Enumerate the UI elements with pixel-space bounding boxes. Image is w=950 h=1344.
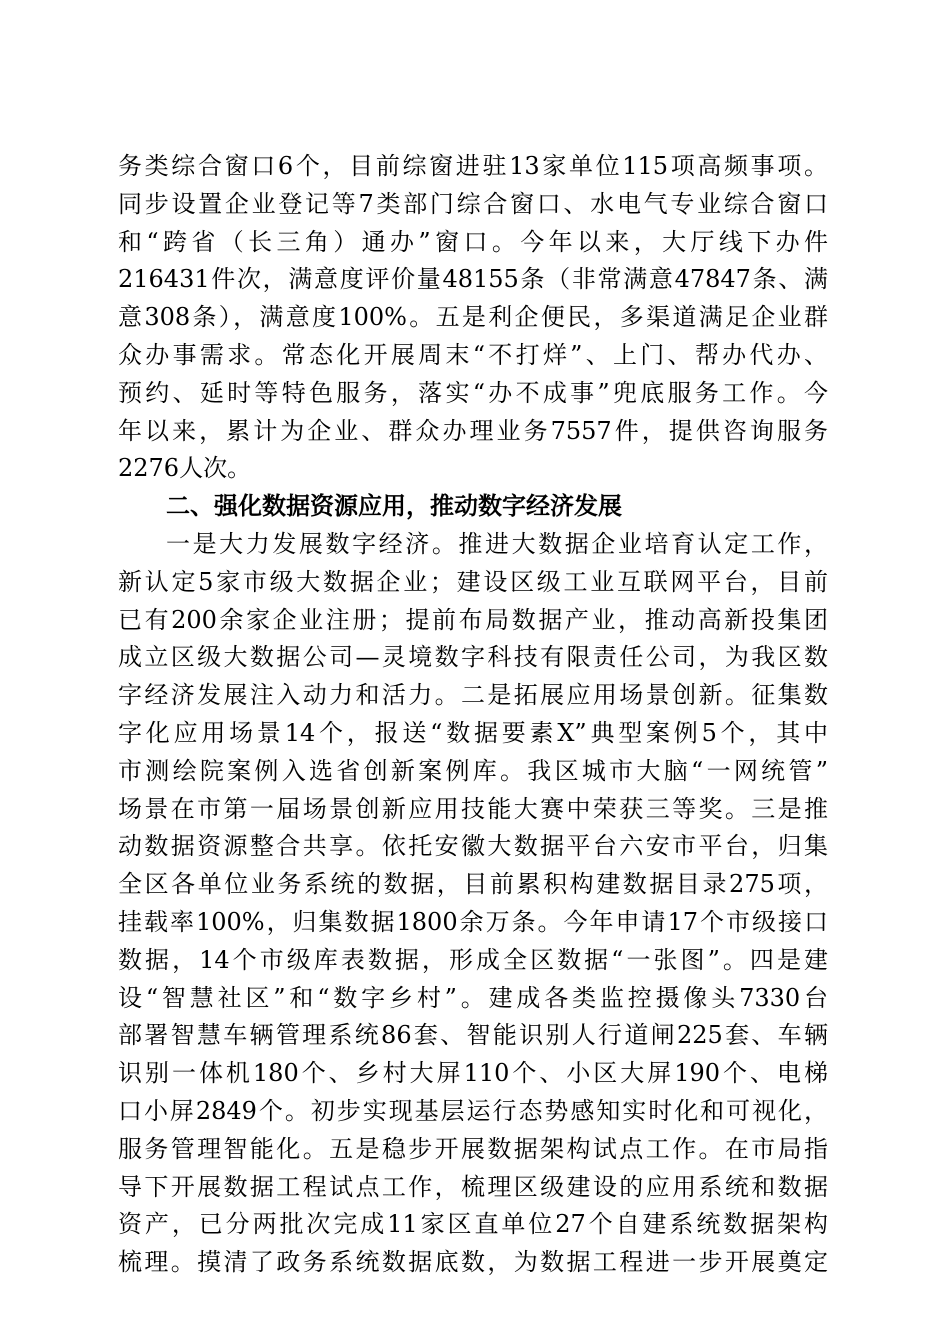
text-line: 字经济发展注入动力和活力。二是拓展应用场景创新。征集数 [118, 681, 828, 710]
text-line: 务类综合窗口6个，目前综窗进驻13家单位115项高频事项。 [118, 152, 828, 180]
text-line: 动数据资源整合共享。依托安徽大数据平台六安市平台，归集 [118, 832, 828, 861]
text-line: 市测绘院案例入选省创新案例库。我区城市大脑“一网统管” [118, 756, 828, 785]
text-line: 服务管理智能化。五是稳步开展数据架构试点工作。在市局指 [118, 1134, 828, 1163]
text-line: 成立区级大数据公司—灵境数字科技有限责任公司，为我区数 [118, 643, 828, 672]
text-line: 部署智慧车辆管理系统86套、智能识别人行道闸225套、车辆 [118, 1021, 828, 1050]
text-line: 设“智慧社区”和“数字乡村”。建成各类监控摄像头7330台 [118, 983, 828, 1012]
text-line: 字化应用场景14个，报送“数据要素X”典型案例5个，其中 [118, 718, 828, 747]
text-line: 挂载率100%，归集数据1800余万条。今年申请17个市级接口 [118, 907, 828, 936]
text-line: 年以来，累计为企业、群众办理业务7557件，提供咨询服务 [118, 416, 828, 445]
section1-paragraph [118, 148, 828, 488]
text-line: 一是大力发展数字经济。推进大数据企业培育认定工作， [166, 529, 828, 558]
text-line: 2276人次。 [118, 454, 252, 483]
text-line: 场景在市第一届场景创新应用技能大赛中荣获三等奖。三是推 [118, 794, 828, 823]
document-body [118, 148, 828, 1282]
text-line: 同步设置企业登记等7类部门综合窗口、水电气专业综合窗口 [118, 189, 828, 218]
text-line: 众办事需求。常态化开展周末“不打烊”、上门、帮办代办、 [118, 340, 828, 369]
text-line: 已有200余家企业注册；提前布局数据产业，推动高新投集团 [118, 605, 828, 634]
text-line: 预约、延时等特色服务，落实“办不成事”兜底服务工作。今 [118, 378, 828, 407]
text-line: 梳理。摸清了政务系统数据底数，为数据工程进一步开展奠定 [118, 1248, 828, 1277]
text-line: 和“跨省（长三角）通办”窗口。今年以来，大厅线下办件 [118, 227, 828, 256]
section2-paragraph [118, 526, 828, 1282]
text-line: 数据，14个市级库表数据，形成全区数据“一张图”。四是建 [118, 945, 828, 974]
text-line: 识别一体机180个、乡村大屏110个、小区大屏190个、电梯 [118, 1059, 828, 1088]
text-line: 新认定5家市级大数据企业；建设区级工业互联网平台，目前 [118, 567, 828, 596]
text-line: 全区各单位业务系统的数据，目前累积构建数据目录275项， [118, 870, 828, 899]
text-line: 口小屏2849个。初步实现基层运行态势感知实时化和可视化， [118, 1096, 828, 1125]
text-line: 资产，已分两批次完成11家区直单位27个自建系统数据架构 [118, 1210, 828, 1239]
text-line: 意308条），满意度100%。五是利企便民，多渠道满足企业群 [118, 303, 828, 332]
text-line: 导下开展数据工程试点工作，梳理区级建设的应用系统和数据 [118, 1172, 828, 1201]
text-line: 216431件次，满意度评价量48155条（非常满意47847条、满 [118, 265, 828, 294]
section-heading: 二、强化数据资源应用，推动数字经济发展 [166, 492, 622, 521]
